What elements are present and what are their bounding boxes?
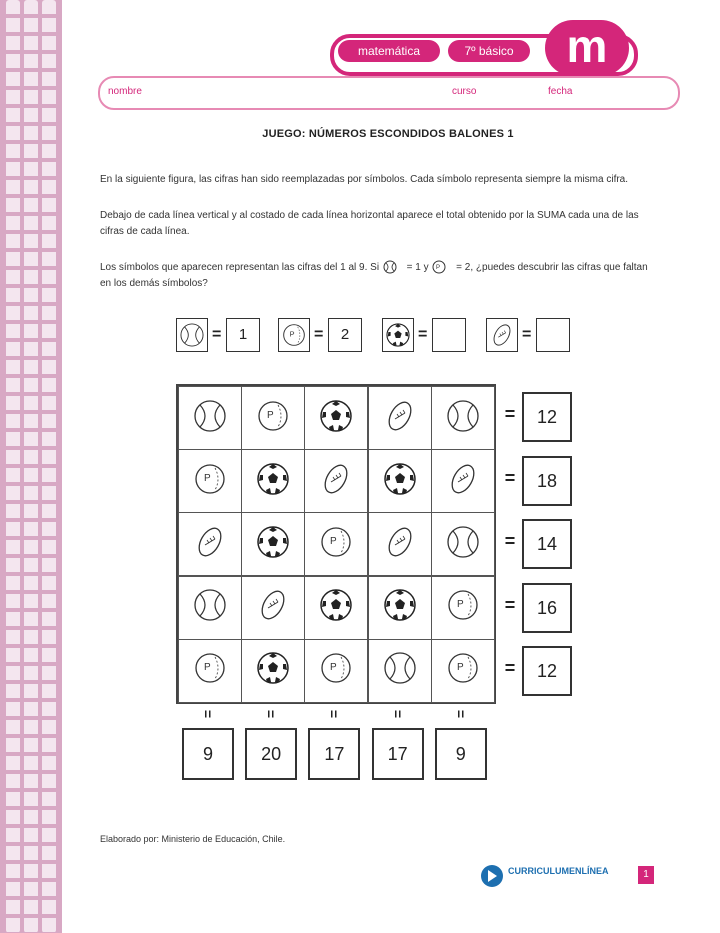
baseball-icon	[191, 649, 229, 692]
legend-value-box: 2	[328, 318, 362, 352]
grid-cell	[178, 512, 242, 576]
grid-cell	[241, 576, 305, 640]
legend-equals: =	[212, 326, 222, 343]
column-equals: =	[389, 709, 406, 719]
soccer-ball-icon	[382, 318, 414, 352]
footer-credit: Elaborado por: Ministerio de Educación, Chile.	[100, 834, 286, 844]
instructions-paragraph-1: En la siguiente figura, las cifras han sido reemplazadas por símbolos. Cada símbolo representa siempre la misma cifra.	[100, 174, 629, 185]
soccer-ball-icon	[381, 460, 419, 503]
legend-equals: =	[314, 326, 324, 343]
football-icon	[381, 397, 419, 440]
page-number: 1	[638, 866, 654, 884]
grid-cell	[304, 512, 368, 576]
soccer-ball-icon	[317, 586, 355, 629]
column-equals: =	[326, 709, 343, 719]
football-icon	[381, 523, 419, 566]
svg-text:P: P	[330, 535, 338, 547]
baseball-icon	[317, 523, 355, 566]
column-sum-box: 17	[372, 728, 424, 780]
column-sum-box: 9	[182, 728, 234, 780]
grid-cell	[178, 449, 242, 513]
svg-text:P: P	[289, 329, 295, 339]
grid-cell	[304, 449, 368, 513]
tennis-ball-icon	[191, 586, 229, 629]
instructions-paragraph-3	[100, 260, 655, 292]
baseball-icon	[278, 318, 310, 352]
grid-cell	[431, 449, 495, 513]
row-sum-box: 12	[522, 646, 572, 696]
row-equals: =	[504, 658, 516, 678]
instructions-paragraph-2: Debajo de cada línea vertical y al costado de cada línea horizontal aparece el total obtenido por la SUMA cada una de las cifras de cada línea.	[100, 210, 639, 237]
brand-label: CURRICULUMENLÍNEA	[508, 866, 609, 876]
row-equals: =	[504, 404, 516, 424]
grid-cell	[368, 449, 432, 513]
baseball-icon	[191, 460, 229, 503]
soccer-ball-icon	[254, 460, 292, 503]
column-sum-box: 9	[435, 728, 487, 780]
svg-text:P: P	[330, 662, 338, 674]
grid-cell	[368, 512, 432, 576]
baseball-icon	[317, 649, 355, 692]
football-icon	[444, 460, 482, 503]
column-equals: =	[452, 709, 469, 719]
instructions-text-b: = 1 y	[406, 262, 429, 273]
baseball-icon	[444, 649, 482, 692]
name-label: nombre	[108, 86, 142, 97]
row-sum-box: 14	[522, 519, 572, 569]
legend-equals: =	[418, 326, 428, 343]
grid-cell	[368, 386, 432, 450]
soccer-ball-icon	[254, 649, 292, 692]
svg-text:P: P	[204, 472, 211, 484]
legend-value-box: 1	[226, 318, 260, 352]
football-icon	[486, 318, 518, 352]
grid-cell	[241, 386, 305, 450]
grid-cell	[178, 639, 242, 703]
column-equals: =	[200, 709, 216, 719]
column-sum-box: 20	[245, 728, 297, 780]
grid-cell	[241, 449, 305, 513]
baseball-icon	[431, 260, 453, 274]
grid-cell	[431, 576, 495, 640]
puzzle-grid	[176, 384, 496, 704]
row-equals: =	[504, 531, 516, 551]
instructions-text-a: Los símbolos que aparecen representan las cifras del 1 al 9. Si	[100, 262, 380, 273]
football-icon	[191, 523, 229, 566]
page-title: JUEGO: NÚMEROS ESCONDIDOS BALONES 1	[262, 128, 514, 140]
grid-cell	[304, 639, 368, 703]
soccer-ball-icon	[381, 586, 419, 629]
svg-text:P: P	[204, 662, 211, 674]
svg-text:P: P	[436, 265, 441, 272]
svg-text:P: P	[456, 662, 464, 674]
date-label: fecha	[548, 86, 573, 97]
grid-cell	[368, 639, 432, 703]
tennis-ball-icon	[444, 523, 482, 566]
football-icon	[254, 586, 292, 629]
column-equals: =	[263, 709, 280, 719]
grid-cell	[431, 639, 495, 703]
tennis-ball-icon	[176, 318, 208, 352]
course-label: curso	[452, 86, 477, 97]
curriculum-logo	[480, 862, 630, 890]
subject-badge: matemática	[338, 40, 440, 62]
legend-value-box[interactable]	[432, 318, 466, 352]
baseball-icon	[254, 397, 292, 440]
decorative-side-strip	[0, 0, 62, 933]
grid-cell	[178, 386, 242, 450]
tennis-ball-icon	[382, 260, 404, 274]
svg-text:P: P	[267, 409, 274, 421]
instructions-text-c: = 2, ¿puedes descubrir las cifras que faltan en los demás símbolos?	[100, 262, 648, 289]
logo-m-icon: m	[545, 20, 629, 76]
baseball-icon	[444, 586, 482, 629]
grid-cell	[304, 386, 368, 450]
grid-cell	[241, 639, 305, 703]
grid-cell	[178, 576, 242, 640]
grid-cell	[368, 576, 432, 640]
student-info-bar	[98, 76, 680, 110]
row-equals: =	[504, 467, 516, 488]
tennis-ball-icon	[381, 649, 419, 692]
soccer-ball-icon	[254, 523, 292, 566]
grade-badge: 7º básico	[448, 40, 530, 62]
grid-cell	[431, 512, 495, 576]
column-sum-box: 17	[308, 728, 360, 780]
tennis-ball-icon	[444, 397, 482, 440]
svg-text:P: P	[456, 599, 464, 611]
football-icon	[317, 460, 355, 503]
tennis-ball-icon	[191, 397, 229, 440]
soccer-ball-icon	[317, 397, 355, 440]
legend-value-box[interactable]	[536, 318, 570, 352]
grid-cell	[431, 386, 495, 450]
legend-equals: =	[522, 326, 532, 343]
row-sum-box: 18	[522, 456, 572, 506]
grid-cell	[241, 512, 305, 576]
grid-cell	[304, 576, 368, 640]
row-sum-box: 16	[522, 583, 572, 633]
row-sum-box: 12	[522, 392, 572, 442]
row-equals: =	[504, 594, 516, 615]
